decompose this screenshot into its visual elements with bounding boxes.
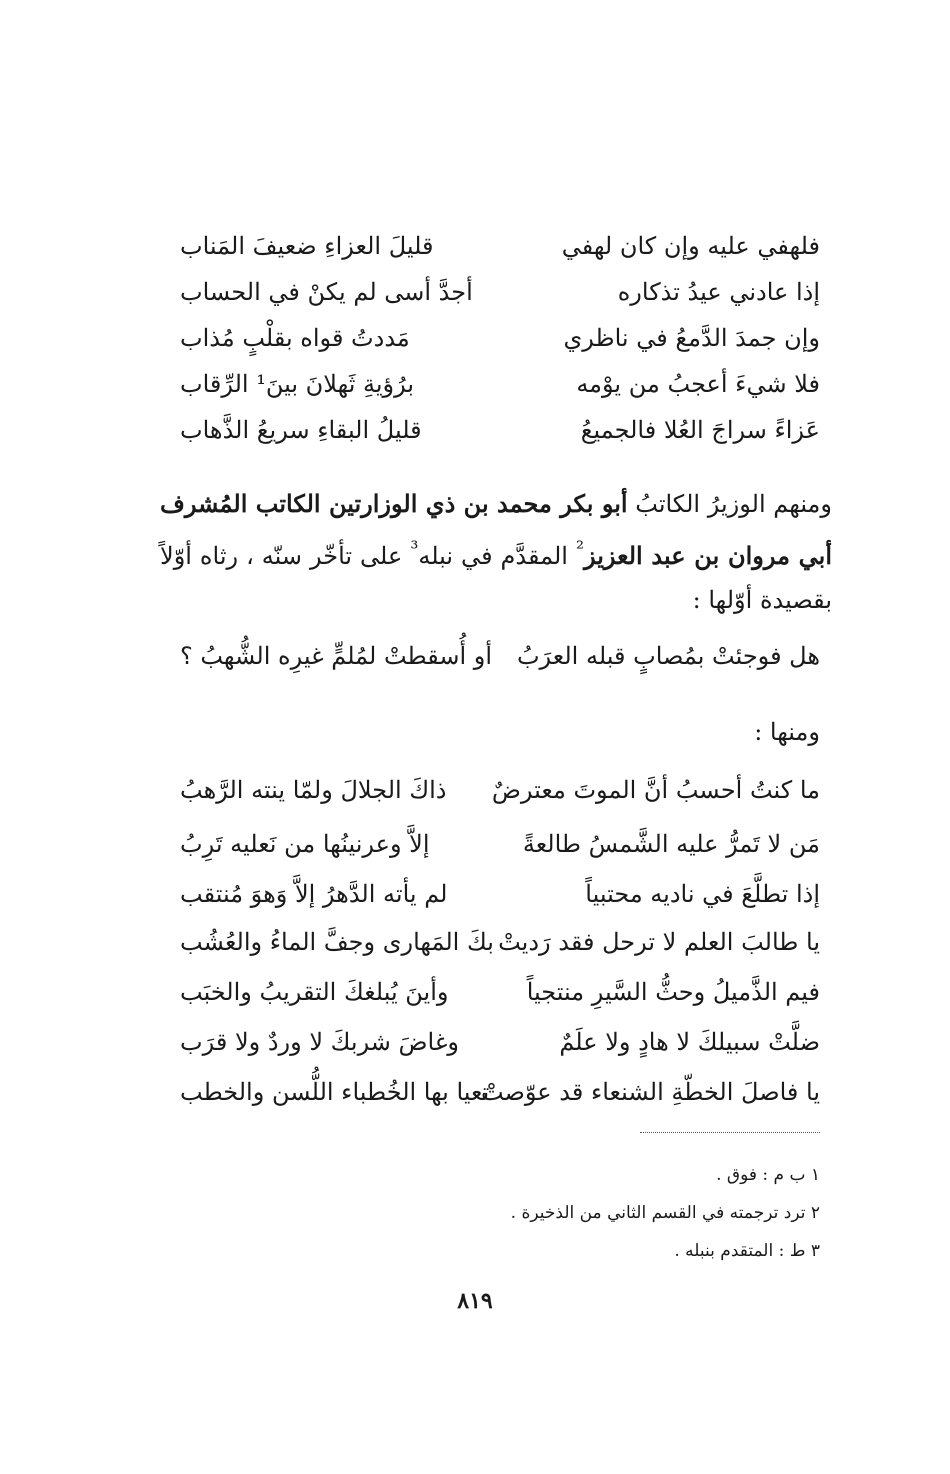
intro-mid: المقدَّم في نبله [418,542,576,570]
verse [180,410,820,450]
verse-second-hemistich: أو أُسقطتْ لمُلمٍّ غيرِه الشُّهبُ ؟ [180,642,493,670]
verse-second-hemistich: وغاضَ شربكَ لا وردٌ ولا قرَب [180,1028,460,1056]
verse-first-hemistich: فلهفي عليه وإن كان لهفي [561,232,820,260]
verse [180,226,820,266]
verse [180,1072,820,1112]
verse-second-hemistich: برُؤيةِ ثَهلانَ بينَ¹ الرِّقاب [180,370,415,398]
verse-second-hemistich: وأينَ يُبلغكَ التقريبُ والخبَب [180,978,449,1006]
verse-first-hemistich: ضلَّتْ سبيلكَ لا هادٍ ولا علَمٌ [559,1028,820,1056]
verse-second-hemistich: بكَ المَهارى وجفَّ الماءُ والعُشُب [180,928,494,956]
verse [180,272,820,312]
verse [180,824,820,864]
opening-verse [180,636,820,676]
page-number: ٨١٩ [457,1288,493,1314]
footnote-separator [640,1132,820,1133]
verse-first-hemistich: إذا عادني عيدُ تذكاره [617,278,820,306]
verse-second-hemistich: أجدَّ أسى لم يكنْ في الحساب [180,278,473,306]
verse [180,972,820,1012]
verse-second-hemistich: قليلُ البقاءِ سريعُ الذَّهاب [180,416,422,444]
verse-first-hemistich: يا طالبَ العلم لا ترحل فقد رَديتْ [498,928,820,956]
verse [180,874,820,914]
verse-first-hemistich: عَزاءً سراجَ العُلا فالجميعُ [580,416,820,444]
verse-second-hemistich: مَددتُ قواه بقلْبٍ مُذاب [180,324,410,352]
verse [180,364,820,404]
verse-first-hemistich: يا فاصلَ الخطّةِ الشنعاء قد عوّصتْ [480,1078,820,1106]
verse-first-hemistich: ما كنتُ أحسبُ أنَّ الموتَ معترضٌ [491,776,820,804]
verse-second-hemistich: لم يأته الدَّهرُ إلاَّ وَهوَ مُنتقب [180,880,448,908]
footnote-ref: ² [575,536,584,560]
verse-first-hemistich: إذا تطلَّعَ في ناديه محتبياً [585,880,820,908]
intro-lead: ومنهم الوزيرُ الكاتبُ [627,490,833,518]
honoree-name: أبو بكر محمد بن ذي الوزارتين الكاتب المُشرف أبي مروان بن عبد العزيز [160,489,832,570]
verse-first-hemistich: مَن لا تَمرُّ عليه الشَّمسُ طالعةً [522,830,820,858]
footnote: ١ ب م : فوق . [716,1165,820,1185]
footnote: ٢ ترد ترجمته في القسم الثاني من الذخيرة . [510,1203,820,1223]
verse-second-hemistich: ذاكَ الجلالَ ولمّا ينته الرَّهبُ [180,776,447,804]
verse-first-hemistich: فلا شيءَ أعجبُ من يوْمه [576,370,820,398]
footnote-ref: ³ [410,536,419,560]
verse-first-hemistich: فيم الذَّميلُ وحثُّ السَّيرِ منتجياً [526,978,820,1006]
verse-second-hemistich: إلاَّ وعرنينُها من نَعليه تَرِبُ [180,830,430,858]
verse [180,922,820,962]
verse-first-hemistich: وإن جمدَ الدَّمعُ في ناظري [563,324,820,352]
intro-tail: على تأخّر سنّه ، رثاه أوّلاً بقصيدة أوّلها : [160,542,832,614]
verse [180,1022,820,1062]
footnote: ٣ ط : المتقدم بنبله . [674,1241,820,1261]
intro-paragraph [160,482,832,622]
verse [180,318,820,358]
verse [180,770,820,810]
verse-first-hemistich: هل فوجئتْ بمُصابٍ قبله العرَبُ [516,642,820,670]
verse-second-hemistich: قليلَ العزاءِ ضعيفَ المَناب [180,232,434,260]
verse-second-hemistich: تعيا بها الخُطباء اللُّسن والخطب [180,1078,490,1106]
section-label: ومنها : [754,718,820,746]
